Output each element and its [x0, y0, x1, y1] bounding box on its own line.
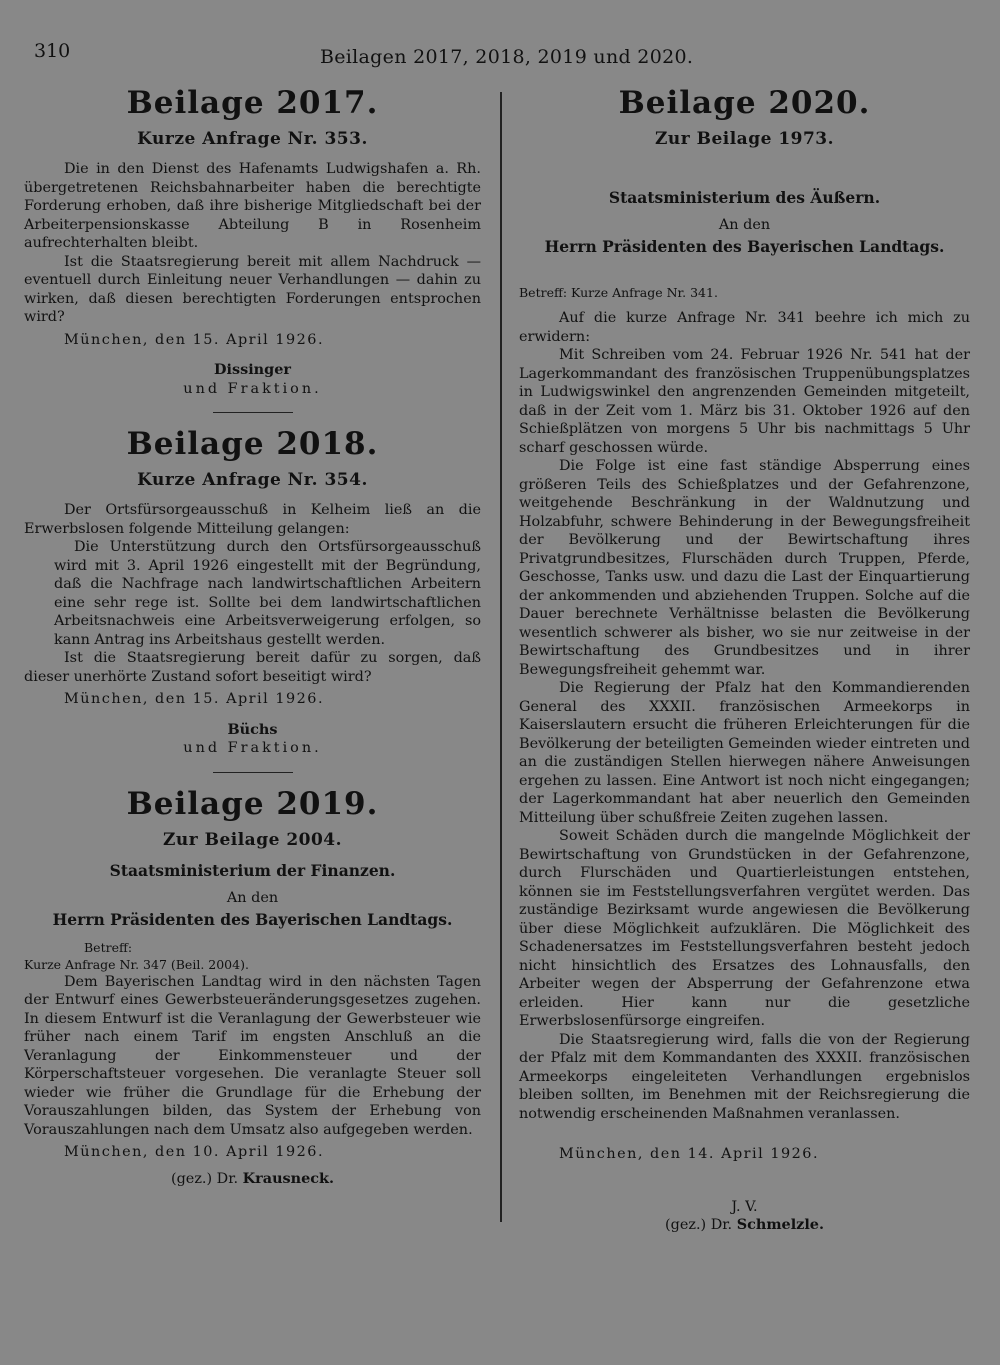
signer-fraction: und Fraktion.: [183, 380, 322, 397]
betreff-label: Betreff:: [84, 939, 133, 955]
signature-line: [519, 1216, 970, 1235]
paragraph: Die Staatsregierung wird, falls die von der Regierung der Pfalz mit dem Kommandanten des XXXII. französischen Armeekorps eingeleiteten Verhandlungen ergebnislos bleiben sollten, im Benehmen mit der Reichsregierung die notwendig erscheinenden Maßnahmen veranlassen.: [519, 1031, 970, 1122]
i-v-line: J. V.: [731, 1198, 758, 1215]
paragraph: Die in den Dienst des Hafenamts Ludwigshafen a. Rh. übergetretenen Reichsbahnarbeiter haben die berechtigte Forderung erhoben, daß ihre bisherige Mitgliedschaft bei der Arbeiterpensionskasse Abteilung B in Rosenheim aufrechterhalten bleibt.: [24, 161, 481, 251]
ministry-name: Staatsministerium des Äußern.: [608, 188, 881, 207]
paragraph: Die Folge ist eine fast ständige Absperrung eines größeren Teils des Schießplatzes und der Gefahrenzone, weitgehende Beschränkung in der Waldnutzung und Holzabfuhr, schwere Behinderung in der Bewegungsfreiheit der Bevölkerung und der Bewirtschaftung ihres Privatgrundbesitzes, Flurschäden durch Truppen, Pferde, Geschosse, Tanks usw. und dazu die Last der Einquartierung der ankommenden und abziehenden Truppen. Solche auf die Dauer berechnete Verhältnisse belasten die Bevölkerung wesentlich schwerer als bisher, wo sie nur zeitweise in der Bewirtschaftung des Grundbesitzes und in ihrer Bewegungsfreiheit gehemmt war.: [519, 458, 970, 678]
betreff-line: Betreff: Kurze Anfrage Nr. 341.: [519, 285, 718, 300]
running-header: Beilagen 2017, 2018, 2019 und 2020.: [320, 46, 694, 68]
paragraph: Dem Bayerischen Landtag wird in den nächsten Tagen der Entwurf eines Gewerbsteueränderungsgesetzes zugehen. In diesem Entwurf ist die Veranlagung der Gewerbsteuer wie früher nach einem Tarif im engsten Anschluß an die Veranlagung der Einkommensteuer und der Körperschaftsteuer vorgesehen. Die veranlagte Steuer soll wieder wie früher die Grundlage für die Erhebung der Vorauszahlungen bilden, das System der Erhebung von Vorauszahlungen nach dem Umsatz also aufgegeben werden.: [24, 973, 481, 1138]
date-line: München, den 14. April 1926.: [559, 1146, 820, 1162]
paragraph: Ist die Staatsregierung bereit mit allem Nachdruck — eventuell durch Einleitung neuer Verhandlungen — dahin zu wirken, daß diesen berechtigten Forderungen entsprochen wird?: [24, 253, 481, 325]
signer-name: Dissinger: [214, 361, 291, 378]
an-den: An den: [718, 217, 771, 233]
beilage-2019-title: Beilage 2019.: [126, 785, 379, 822]
ministry-name: Staatsministerium der Finanzen.: [109, 860, 396, 880]
column-divider: [500, 92, 502, 1222]
beilage-2017-title: Beilage 2017.: [126, 85, 379, 121]
beilage-2020-title: Beilage 2020.: [618, 85, 871, 121]
page-number: 310: [34, 40, 71, 62]
date-line: München, den 15. April 1926.: [64, 691, 325, 707]
addressee: Herrn Präsidenten des Bayerischen Landtags.: [544, 237, 945, 256]
paragraph: Die Regierung der Pfalz hat den Kommandierenden General des XXXII. französischen Armeekorps in Kaiserslautern ersucht die früheren Erleichterungen für die Bevölkerung der beteiligten Gemeinden wieder eintreten und an die zuständigen Stellen hierwegen nähere Anweisungen ergehen zu lassen. Eine Antwort ist noch nicht eingegangen; der Lagerkommandant hat aber neuerlich den Gemeinden Mitteilung über schußfreie Zeiten zugehen lassen.: [519, 680, 970, 826]
signer-name: Büchs: [227, 720, 278, 738]
date-line: München, den 15. April 1926.: [64, 331, 325, 348]
betreff-text: Kurze Anfrage Nr. 347 (Beil. 2004).: [24, 956, 249, 972]
beilage-2017: [24, 84, 481, 413]
section-rule: [213, 772, 293, 773]
signature-line: [24, 1170, 481, 1189]
paragraph: Der Ortsfürsorgeausschuß in Kelheim ließ an die Erwerbslosen folgende Mitteilung gelangen:: [24, 502, 481, 537]
signature-prefix: (gez.) Dr.: [665, 1217, 733, 1233]
beilage-2017-subtitle: Kurze Anfrage Nr. 353.: [137, 129, 368, 149]
quoted-notice: Die Unterstützung durch den Ortsfürsorgeausschuß wird mit 3. April 1926 eingestellt mit der Begründung, daß die Nachfrage nach landwirtschaftlichen Arbeitern eine sehr rege ist. Sollte bei dem landwirtschaftlichen Arbeitsnachweis eine Arbeitsverweigerung erfolgen, so kann Antrag ins Arbeitshaus gestellt werden.: [54, 539, 481, 648]
paragraph: Auf die kurze Anfrage Nr. 341 beehre ich mich zu erwidern:: [519, 310, 970, 345]
addressee: Herrn Präsidenten des Bayerischen Landtags.: [52, 909, 453, 929]
beilage-2018: [24, 425, 481, 773]
signature-name: Schmelzle.: [736, 1216, 824, 1233]
beilage-2020: [519, 84, 970, 1235]
section-rule: [213, 412, 293, 413]
left-column: [24, 84, 481, 1188]
right-column: [519, 84, 970, 1235]
paragraph: Ist die Staatsregierung bereit dafür zu sorgen, daß dieser unerhörte Zustand sofort beseitigt wird?: [24, 650, 481, 685]
an-den: An den: [226, 889, 279, 906]
signature-name: Krausneck.: [242, 1169, 335, 1187]
beilage-2019: [24, 785, 481, 1189]
beilage-2020-subtitle: Zur Beilage 1973.: [654, 129, 835, 149]
signer-fraction: und Fraktion.: [183, 740, 322, 756]
signature-prefix: (gez.) Dr.: [170, 1170, 239, 1187]
beilage-2019-subtitle: Zur Beilage 2004.: [162, 829, 343, 850]
date-line: München, den 10. April 1926.: [64, 1144, 325, 1160]
paragraph: Soweit Schäden durch die mangelnde Möglichkeit der Bewirtschaftung von Grundstücken in der Gefahrenzone, durch Flurschäden und Quartierleistungen entstehen, können sie im Feststellungsverfahren vergütet werden. Das zuständige Bezirksamt wurde angewiesen die Bevölkerung über diese Möglichkeit aufzuklären. Die Möglichkeit des Schadenersatzes im Feststellungsverfahren besteht jedoch nicht hinsichtlich des Ersatzes des Lohnausfalls, den Arbeiter wegen der Absperrung der Gefahrenzone etwa erleiden. Hier kann nur die gesetzliche Erwerbslosenfürsorge eingreifen.: [519, 828, 970, 1029]
paragraph: Mit Schreiben vom 24. Februar 1926 Nr. 541 hat der Lagerkommandant des französischen Truppenübungsplatzes in Ludwigswinkel den angrenzenden Gemeinden mitgeteilt, daß in der Zeit vom 1. März bis 31. Oktober 1926 auf den Schießplätzen von morgens 5 Uhr bis nachmittags 5 Uhr scharf geschossen würde.: [519, 347, 970, 456]
beilage-2018-title: Beilage 2018.: [126, 426, 379, 462]
beilage-2018-subtitle: Kurze Anfrage Nr. 354.: [137, 470, 368, 490]
